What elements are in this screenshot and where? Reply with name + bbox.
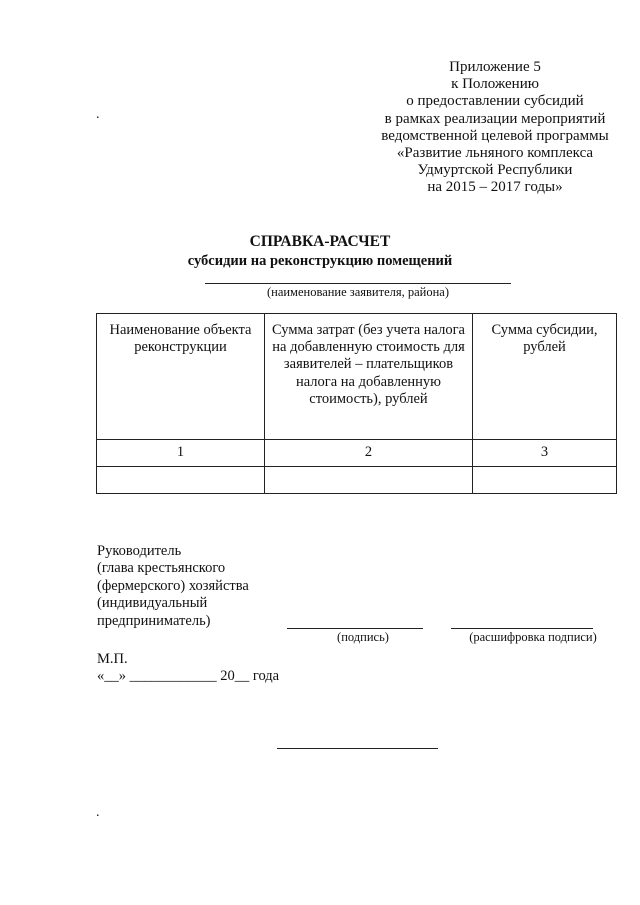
header-subsidy-sum: Сумма субсидии, рублей (473, 314, 617, 440)
stray-dot-mark: . (96, 107, 100, 122)
header-object-name: Наименование объекта реконструкции (97, 314, 265, 440)
date-line[interactable]: «__» ____________ 20__ года (97, 668, 280, 684)
table-row (97, 467, 617, 494)
column-number: 3 (473, 440, 617, 467)
annex-line: в рамках реализации мероприятий (384, 110, 606, 127)
table-cell-subsidy[interactable] (473, 467, 617, 494)
signer-line: предприниматель) (97, 612, 211, 629)
calculation-table (96, 313, 617, 494)
stamp-label: М.П. (97, 651, 128, 667)
column-number: 1 (97, 440, 265, 467)
table-cell-object[interactable] (97, 467, 265, 494)
signer-line: (индивидуальный (97, 595, 208, 612)
annex-line: «Развитие льняного комплекса (396, 145, 594, 162)
annex-line: к Положению (451, 76, 539, 93)
header-cost-sum: Сумма затрат (без учета налога на добавленную стоимость для заявителей – плательщиков налога на добавленную стоимость), рублей (265, 314, 473, 440)
annex-line: о предоставлении субсидий (406, 93, 584, 110)
table-number-row (97, 440, 617, 467)
table-cell-cost[interactable] (265, 467, 473, 494)
document-subtitle: субсидии на реконструкцию помещений (187, 253, 453, 269)
bottom-separator-line (277, 748, 438, 749)
signature-decoding-caption: (расшифровка подписи) (469, 630, 597, 644)
column-number: 2 (265, 440, 473, 467)
annex-line: на 2015 – 2017 годы» (427, 179, 563, 196)
stray-dot-mark: . (96, 805, 100, 820)
document-title: СПРАВКА-РАСЧЕТ (249, 233, 391, 250)
annex-header (350, 59, 640, 197)
applicant-caption: (наименование заявителя, района) (266, 285, 450, 299)
signature-fill-line[interactable] (287, 628, 423, 629)
table-header-row (97, 314, 617, 440)
signer-line: (глава крестьянского (97, 560, 226, 577)
annex-line: Приложение 5 (449, 59, 541, 75)
signer-line: Руководитель (97, 543, 182, 559)
signature-decoding-fill-line[interactable] (451, 628, 593, 629)
applicant-fill-line[interactable] (205, 283, 511, 284)
annex-line: Удмуртской Республики (417, 162, 573, 179)
signer-title (97, 543, 287, 630)
signature-caption: (подпись) (337, 630, 389, 644)
annex-line: ведомственной целевой программы (381, 127, 609, 144)
signer-line: (фермерского) хозяйства (97, 577, 249, 594)
